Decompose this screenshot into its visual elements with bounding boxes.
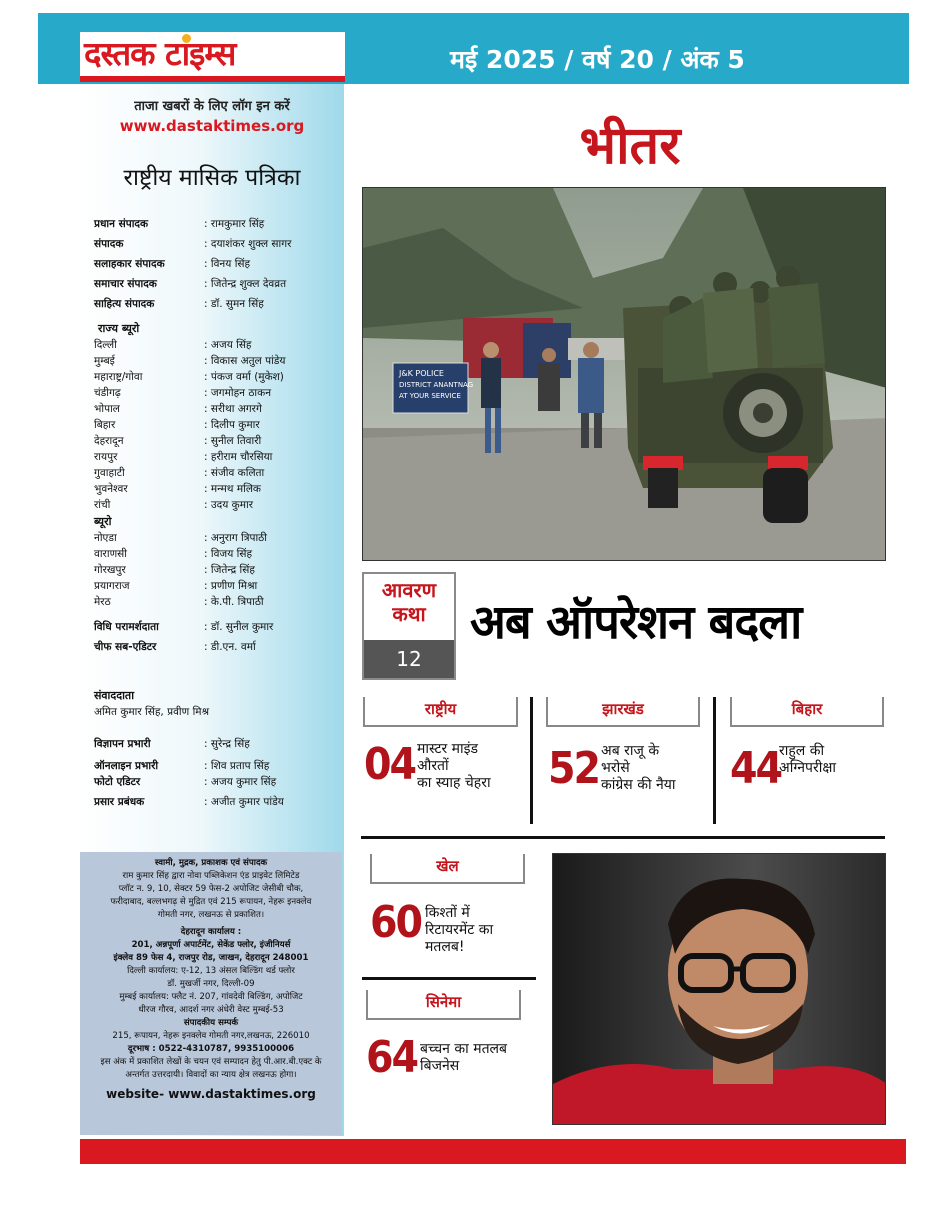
cover-story-photo[interactable] xyxy=(362,187,886,561)
publisher-box xyxy=(80,852,342,1135)
publisher-line: राम कुमार सिंह द्वारा नोवा पब्लिकेशन एंड प्राइवेट लिमिटेड xyxy=(122,871,300,881)
bureau-row: महाराष्ट्र/गोवा : पंकज वर्मा (मुकेश) xyxy=(94,371,284,383)
bureau-row: मेरठ : के.पी. त्रिपाठी xyxy=(94,596,264,608)
masthead-logo[interactable] xyxy=(80,32,345,82)
bureau-row: देहरादून : सुनील तिवारी xyxy=(94,435,262,447)
dehradun-line: 201, अन्नपूर्णा अपार्टमेंट, सेकेंड फ्लोर, इंजीनियर्स xyxy=(131,940,291,950)
bureau-row: भोपाल : सरीथा अगरगे xyxy=(94,403,262,415)
bureau-row: प्रयागराज : प्रणीण मिश्रा xyxy=(94,580,258,592)
footer-bar xyxy=(80,1139,906,1164)
cover-tag-label: आवरण कथा xyxy=(381,578,437,626)
category-tab-sports[interactable]: खेल xyxy=(370,854,525,884)
category-tab-national[interactable]: राष्ट्रीय xyxy=(363,697,518,727)
dehradun-line: इंक्लेव 89 फेस 4, राजपुर रोड, जाखन, देहरादून 248001 xyxy=(113,953,309,963)
phone-line: दूरभाष : 0522-4310787, 9935100006 xyxy=(127,1044,295,1054)
bureau-row: रायपुर : हरीराम चौरसिया xyxy=(94,451,273,463)
cinema-story-photo[interactable] xyxy=(552,853,886,1125)
portrait-illustration xyxy=(553,854,886,1125)
mumbai-line: मुम्बई कार्यालय: फ्लैट नं. 207, गांवदेवी बिल्डिंग, अपोजिट xyxy=(119,992,303,1002)
website-link[interactable]: www.dastaktimes.org xyxy=(119,117,305,135)
state-bureau-list xyxy=(94,320,286,513)
state-bureau-title: राज्य ब्यूरो xyxy=(98,322,140,335)
column-divider xyxy=(530,697,533,824)
correspondents-title: संवाददाता xyxy=(94,689,135,702)
story-page-number: 60 xyxy=(370,897,422,948)
photo-sign-line: J&K POLICE xyxy=(399,369,444,378)
correspondents-names: अमित कुमार सिंह, प्रवीण मिश्र xyxy=(94,706,209,718)
publisher-line: प्लॉट न. 9, 10, सेक्टर 59 फेस-2 अपोजिट जेसीबी चौक, xyxy=(118,884,304,894)
category-tab-bihar[interactable]: बिहार xyxy=(730,697,884,727)
bureau-row: गोरखपुर : जितेन्द्र सिंह xyxy=(94,564,255,576)
contact-line: 215, रूपायन, नेहरू इनक्लेव गोमती नगर,लखनऊ, 226010 xyxy=(112,1031,310,1041)
story-page-number: 04 xyxy=(364,739,416,790)
story-title-cinema[interactable]: बच्चन का मतलब बिजनेस xyxy=(420,1041,508,1074)
note-line: इस अंक में प्रकाशित लेखों के चयन एवं सम्पादन हेतु पी.आर.बी.एक्ट के xyxy=(100,1057,322,1067)
section-divider xyxy=(361,836,885,839)
category-tab-jharkhand[interactable]: झारखंड xyxy=(546,697,700,727)
bureau-row: रांची : उदय कुमार xyxy=(94,499,253,511)
story-page-number: 44 xyxy=(730,743,782,794)
photo-sign-line: AT YOUR SERVICE xyxy=(399,392,461,400)
story-title-bihar[interactable]: राहुल की अग्निपरीक्षा xyxy=(779,743,836,776)
dehradun-title: देहरादून कार्यालय : xyxy=(180,927,242,937)
bureau-title: ब्यूरो xyxy=(94,515,112,528)
delhi-line: डॉ. मुखर्जी नगर, दिल्ली-09 xyxy=(167,979,255,989)
mumbai-line: धीरज गौरव, आदर्श नगर अंधेरी वेस्ट मुम्बई-53 xyxy=(138,1005,284,1015)
magazine-type: राष्ट्रीय मासिक पत्रिका xyxy=(123,165,301,191)
publisher-line: फरीदाबाद, बल्लभगढ़ से मुद्रित एवं 215 रूपायन, नेहरू इनक्लेव xyxy=(110,897,312,907)
bureau-list xyxy=(94,513,268,610)
issue-info: मई 2025 / वर्ष 20 / अंक 5 xyxy=(450,45,745,74)
note-line: अन्तर्गत उत्तरदायी। विवादों का न्याय क्षेत्र लखनऊ होगा। xyxy=(125,1070,297,1080)
website-footer-link[interactable]: website- www.dastaktimes.org xyxy=(106,1087,316,1101)
story-page-number: 64 xyxy=(366,1032,418,1083)
bureau-row: दिल्ली : अजय सिंह xyxy=(94,339,252,351)
logo-text: दस्तक टाइम्स xyxy=(84,34,236,73)
publisher-line: गोमती नगर, लखनऊ से प्रकाशित। xyxy=(157,910,265,920)
bureau-row: चंडीगढ़ : जगमोहन ठाकन xyxy=(94,387,272,399)
cover-page-number: 12 xyxy=(364,640,454,678)
category-tab-cinema[interactable]: सिनेमा xyxy=(366,990,521,1020)
bureau-row: नोएडा : अनुराग त्रिपाठी xyxy=(94,532,268,544)
story-page-number: 52 xyxy=(548,743,600,794)
photo-sign-line: DISTRICT ANANTNAG xyxy=(399,381,474,389)
sidebar: ताजा खबरों के लिए लॉग इन करें www.dastaktimes.org राष्ट्रीय मासिक पत्रिका प्रधान संपादक : रामकुमार सिंह संपादक : दयाशंकर शुक्ल सागर सलाहकार संपादक : विनय सिंह समाचार संपादक : जितेन्द्र शुक्ल देवव्रत साहित्य संपादक : डॉ. सुमन सिंह राज्य ब्यूरो दिल्ली : अजय सिंह मुम्बई : विकास अतुल पांडेय महाराष्ट्र/गोवा : पंकज वर्मा (मुकेश) चंडीगढ़ : जगमोहन ठाकन भोपाल : सरीथा अगरगे बिहार : दिलीप कुमार देहरादून : सुनील तिवारी रायपुर : हरीराम चौरसिया गुवाहाटी : संजीव कलिता भुवनेश्वर : मन्मथ मलिक रांची : उदय कुमार ब्यूरो नोएडा : अनुराग त्रिपाठी वाराणसी : विजय सिंह गोरखपुर : जितेन्द्र सिंह प्रयागराज : प्रणीण मिश्रा मेरठ : के.पी. त्रिपाठी विधि परामर्शदाता : डॉ. सुनील कुमार चीफ सब-एडिटर : डी.एन. वर्मा संवाददाता अमित कुमार सिंह, प्रवीण मिश्र विज्ञापन प्रभारी : सुरेन्द्र सिंह ऑनलाइन प्रभारी : शिव प्रताप सिंह फोटो एडिटर : अजय कुमार सिंह प्रसार प्रबंधक : अजीत कुमार पांडेय xyxy=(80,84,344,1136)
cover-story-title[interactable]: अब ऑपरेशन बदला xyxy=(470,595,802,650)
story-title-jharkhand[interactable]: अब राजू के भरोसे कांग्रेस की नैया xyxy=(601,743,676,793)
contact-title: संपादकीय सम्पर्क xyxy=(183,1018,239,1028)
cover-photo-illustration xyxy=(363,188,886,561)
bureau-row: वाराणसी : विजय सिंह xyxy=(94,548,253,560)
story-title-national[interactable]: मास्टर माइंड औरतों का स्याह चेहरा xyxy=(417,741,491,791)
section-divider xyxy=(362,977,536,980)
correspondents xyxy=(94,687,209,720)
bureau-row: भुवनेश्वर : मन्मथ मलिक xyxy=(94,483,262,495)
cover-story-tag[interactable] xyxy=(362,572,456,680)
contents-heading: भीतर xyxy=(579,115,681,176)
bureau-row: गुवाहाटी : संजीव कलिता xyxy=(94,467,265,479)
bureau-row: मुम्बई : विकास अतुल पांडेय xyxy=(94,355,286,367)
publisher-heading: स्वामी, मुद्रक, प्रकाशक एवं संपादक xyxy=(154,858,268,868)
bureau-row: बिहार : दिलीप कुमार xyxy=(94,419,260,431)
column-divider xyxy=(713,697,716,824)
login-prompt: ताजा खबरों के लिए लॉग इन करें xyxy=(134,99,290,114)
delhi-line: दिल्ली कार्यालय: ए-12, 13 अंसल बिल्डिंग थर्ड फ्लोर xyxy=(127,966,295,976)
story-title-sports[interactable]: किश्तों में रिटायरमेंट का मतलब! xyxy=(425,905,494,955)
